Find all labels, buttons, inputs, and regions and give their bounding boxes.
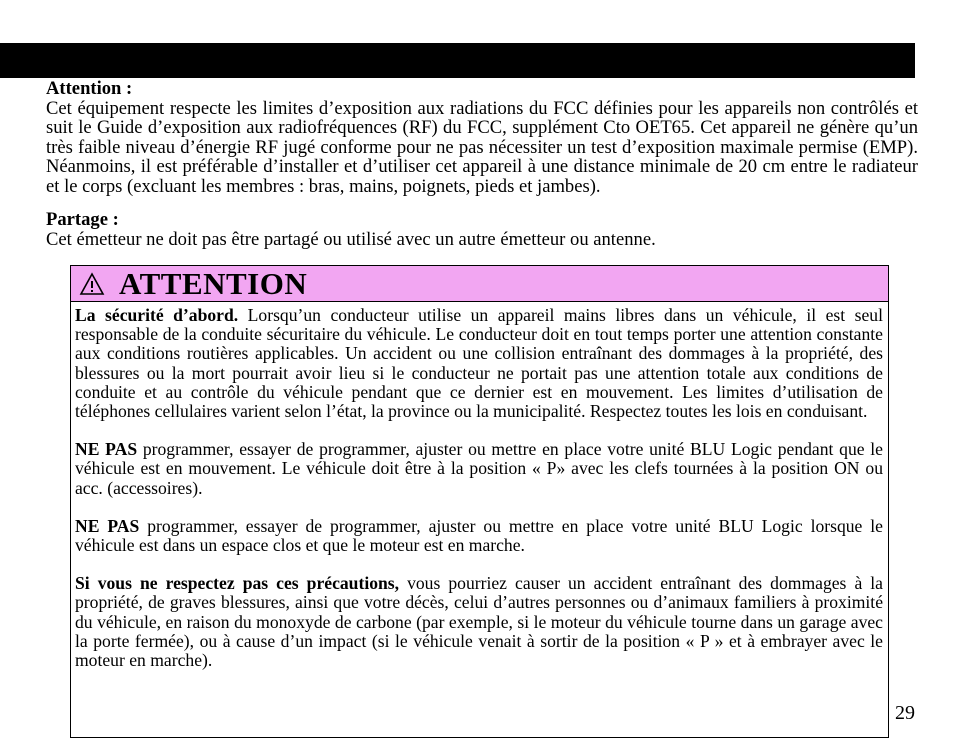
header-bar bbox=[0, 43, 915, 78]
sharing-text: Cet émetteur ne doit pas être partagé ou utilisé avec un autre émetteur ou antenne. bbox=[46, 228, 656, 250]
attention-heading: Attention : bbox=[46, 78, 133, 99]
warning-paragraph bbox=[75, 574, 883, 670]
warning-lead: Si vous ne respectez pas ces précautions, bbox=[75, 573, 400, 594]
warning-lead: La sécurité d’abord. bbox=[75, 305, 239, 325]
warning-text: programmer, essayer de programmer, ajuster ou mettre en place votre unité BLU Logic pendant que le véhicule est en mouvement. Le véhicule doit être à la position « P» avec les clefs tournées à la position ON ou acc. (accessoires). bbox=[75, 439, 883, 498]
warning-triangle-icon bbox=[79, 272, 105, 296]
warning-paragraph bbox=[75, 440, 883, 498]
warning-text: programmer, essayer de programmer, ajuster ou mettre en place votre unité BLU Logic lorsque le véhicule est dans un espace clos et que le moteur est en marche. bbox=[75, 515, 883, 556]
warning-header bbox=[71, 266, 888, 302]
intro-section bbox=[46, 79, 918, 249]
warning-text: Lorsqu’un conducteur utilise un appareil mains libres dans un véhicule, il est seul responsable de la conduite sécuritaire du véhicule. Le conducteur doit en tout temps porter une attention constante aux conditions routières applicables. Un accident ou une collision entraînant des dommages à la propriété, des blessures ou la mort pourrait avoir lieu si le conducteur ne portait pas une attention totale aux conditions de conduite et au contrôle du véhicule pendant que ce dernier est en mouvement. Les limites d’utilisation de téléphones cellulaires varient selon l’état, la province ou la municipalité. Respectez toutes les lois en conduisant. bbox=[75, 305, 883, 422]
attention-text: Cet équipement respecte les limites d’exposition aux radiations du FCC définies pour les appareils non contrôlés et suit le Guide d’exposition aux radiofréquences (RF) du FCC, supplément Cto OET65. Cet appareil ne génère qu’un très faible niveau d’énergie RF jugé conforme pour ne pas nécessiter un test d’exposition maximale permise (EMP). Néanmoins, il est préférable d’installer et d’utiliser cet appareil à une distance minimale de 20 cm entre le radiateur et le corps (excluant les membres : bras, mains, poignets, pieds et jambes). bbox=[46, 97, 918, 197]
page-number: 29 bbox=[895, 702, 915, 724]
warning-paragraph bbox=[75, 306, 883, 421]
warning-paragraph bbox=[75, 517, 883, 555]
sharing-heading: Partage : bbox=[46, 209, 119, 230]
attention-warning-box bbox=[70, 265, 889, 738]
warning-lead: NE PAS bbox=[75, 515, 140, 536]
warning-lead: NE PAS bbox=[75, 439, 138, 460]
warning-title: ATTENTION bbox=[119, 265, 308, 301]
warning-text: vous pourriez causer un accident entraînant des dommages à la propriété, de graves blessures, ainsi que votre décès, celui d’autres personnes ou d’animaux familiers à proximité du véhicule, en raison du monoxyde de carbone (par exemple, si le moteur du véhicule tourne dans un garage avec la porte fermée), ou à cause d’un impact (si le véhicule venait à sortir de la position « P » et à embrayer avec le moteur en marche). bbox=[75, 573, 883, 671]
warning-body bbox=[71, 302, 888, 670]
